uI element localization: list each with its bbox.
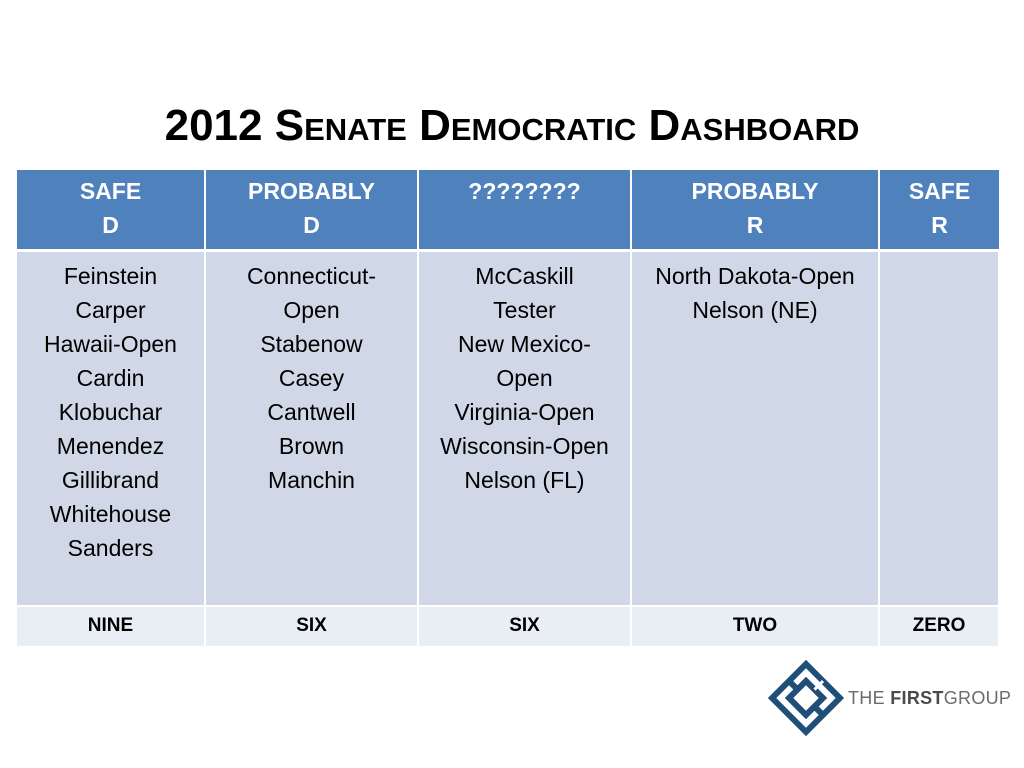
senator-name: Brown — [278, 432, 345, 459]
column-header-tossup — [418, 170, 631, 250]
logo-wordmark — [848, 688, 1011, 709]
senator-name: Nelson (FL) — [464, 466, 585, 493]
names-cell-probably-r — [631, 250, 879, 606]
names-cell-tossup — [418, 250, 631, 606]
senator-name: New Mexico- — [458, 330, 591, 357]
title-word-democratic: Democratic — [419, 101, 637, 150]
logo-word-group: GROUP — [943, 688, 1012, 708]
senator-name: Cardin — [76, 364, 145, 391]
logo-word-the: THE — [848, 688, 885, 708]
names-cell-safe-r — [879, 250, 999, 606]
column-header-probably-r — [631, 170, 879, 250]
dashboard-table — [17, 170, 1000, 646]
header-line: R — [746, 212, 764, 238]
senator-name: Feinstein — [63, 262, 158, 289]
senator-name: Hawaii-Open — [44, 330, 177, 357]
senator-name: Gillibrand — [61, 466, 160, 493]
senator-name: Klobuchar — [58, 398, 163, 425]
title-year: 2012 — [164, 101, 263, 150]
senator-name: Whitehouse — [49, 500, 172, 527]
count-cell-safe-d: NINE — [17, 606, 205, 646]
senator-name: Open — [496, 364, 553, 391]
header-row — [17, 170, 999, 250]
title-word-senate: Senate — [274, 101, 407, 150]
header-line: PROBABLY — [691, 178, 819, 204]
senator-name: Open — [283, 296, 340, 323]
column-header-safe-d — [17, 170, 205, 250]
count-cell-probably-r: TWO — [631, 606, 879, 646]
senator-name: Stabenow — [260, 330, 363, 357]
senator-name: Casey — [278, 364, 345, 391]
senator-name: Nelson (NE) — [692, 296, 818, 323]
senator-name: Cantwell — [267, 398, 356, 425]
title-word-dashboard: Dashboard — [648, 101, 860, 150]
header-line: PROBABLY — [248, 178, 375, 204]
header-line: SAFE — [79, 178, 142, 204]
header-line: ???????? — [468, 178, 581, 204]
senator-name: Manchin — [268, 466, 355, 493]
count-cell-safe-r: ZERO — [879, 606, 999, 646]
senator-name: Menendez — [56, 432, 165, 459]
count-cell-probably-d: SIX — [205, 606, 418, 646]
count-row — [17, 606, 999, 646]
senator-name: Carper — [75, 296, 146, 323]
senator-name: North Dakota-Open — [655, 262, 855, 289]
header-line: D — [102, 212, 119, 238]
header-line: R — [931, 212, 948, 238]
count-cell-tossup: SIX — [418, 606, 631, 646]
senator-name: Wisconsin-Open — [440, 432, 609, 459]
names-cell-probably-d — [205, 250, 418, 606]
company-logo — [768, 660, 1012, 740]
senator-name: Connecticut- — [246, 262, 377, 289]
column-header-safe-r — [879, 170, 999, 250]
senator-name: Virginia-Open — [454, 398, 595, 425]
senator-name: Sanders — [67, 534, 154, 561]
logo-word-first: FIRST — [890, 688, 944, 708]
column-header-probably-d — [205, 170, 418, 250]
diamond-logo-icon — [768, 660, 844, 736]
names-row — [17, 250, 999, 606]
names-cell-safe-d — [17, 250, 205, 606]
page-title — [0, 96, 1024, 156]
header-line: D — [303, 212, 320, 238]
senator-name: McCaskill — [475, 262, 574, 289]
header-line: SAFE — [908, 178, 971, 204]
senator-name: Tester — [493, 296, 556, 323]
